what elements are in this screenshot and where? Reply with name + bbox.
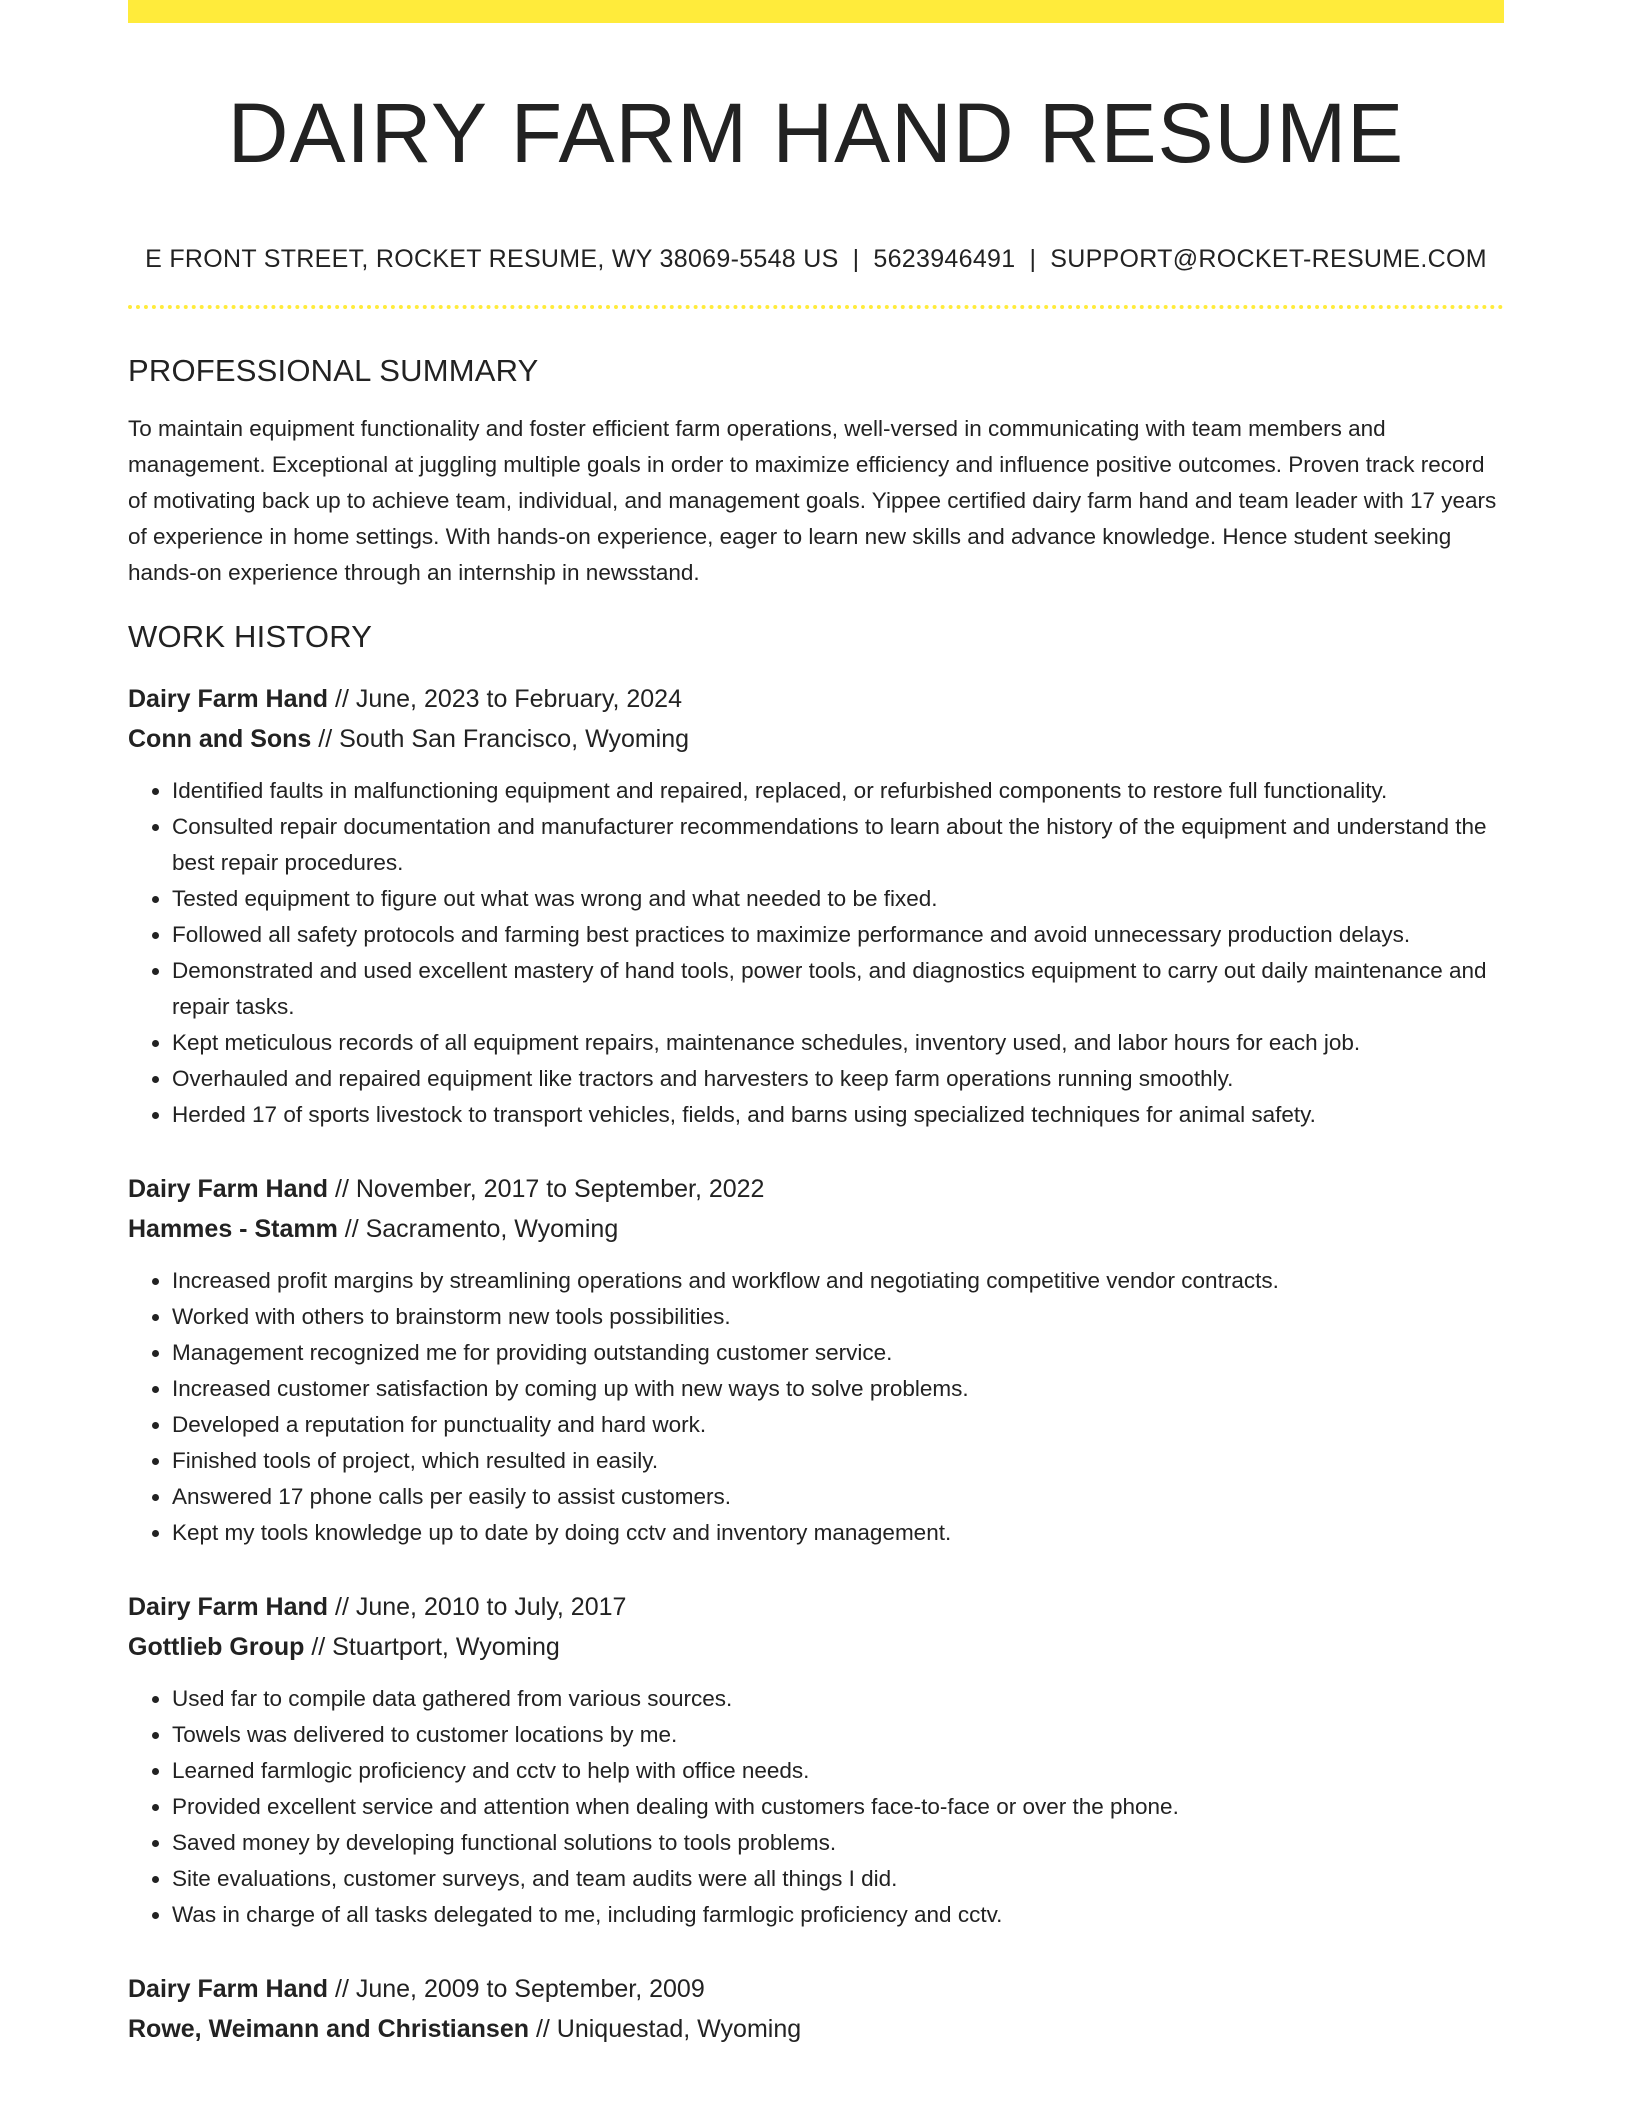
job-bullet: • Towels was delivered to customer locations by me. [172, 1717, 1504, 1753]
job-bullet: • Demonstrated and used excellent mastery of hand tools, power tools, and diagnostics equipment to carry out daily maintenance and repair tasks. [172, 953, 1504, 1025]
job-bullet: • Tested equipment to figure out what was wrong and what needed to be fixed. [172, 881, 1504, 917]
contact-line [128, 243, 1504, 275]
job-bullet: • Provided excellent service and attention when dealing with customers face-to-face or over the phone. [172, 1789, 1504, 1825]
job-company-line [128, 1209, 1504, 1249]
job-bullet: • Increased customer satisfaction by coming up with new ways to solve problems. [172, 1371, 1504, 1407]
job-title: Dairy Farm Hand [128, 1175, 329, 1203]
job-company: Gottlieb Group [128, 1633, 305, 1661]
job-bullet: • Kept my tools knowledge up to date by doing cctv and inventory management. [172, 1515, 1504, 1551]
job-location: // Stuartport, Wyoming [304, 1633, 560, 1661]
job-location: // Sacramento, Wyoming [337, 1215, 619, 1243]
job-title: Dairy Farm Hand [128, 1975, 329, 2003]
job-company: Hammes - Stamm [128, 1215, 338, 1243]
job-company: Rowe, Weimann and Christiansen [128, 2015, 530, 2043]
job-bullet: • Identified faults in malfunctioning equipment and repaired, replaced, or refurbished components to restore full functionality. [172, 773, 1504, 809]
job-bullet: • Finished tools of project, which resulted in easily. [172, 1443, 1504, 1479]
job-bullet: • Saved money by developing functional solutions to tools problems. [172, 1825, 1504, 1861]
job-dates: // June, 2023 to February, 2024 [328, 685, 682, 713]
job-location: // South San Francisco, Wyoming [311, 725, 690, 753]
job-bullet: • Increased profit margins by streamlining operations and workflow and negotiating competitive vendor contracts. [172, 1263, 1504, 1299]
job-dates: // November, 2017 to September, 2022 [328, 1175, 765, 1203]
accent-top-bar [128, 0, 1504, 23]
job-entry [128, 1587, 1504, 1933]
job-bullets [128, 1681, 1504, 1933]
resume-title: DAIRY FARM HAND RESUME [227, 86, 1405, 180]
job-bullet: • Learned farmlogic proficiency and cctv to help with office needs. [172, 1753, 1504, 1789]
summary-heading: PROFESSIONAL SUMMARY [128, 353, 539, 388]
summary-text: To maintain equipment functionality and foster efficient farm operations, well-versed in communicating with team members and management. Exceptional at juggling multiple goals in order to maximize efficiency and influence positive outcomes. Proven track record of motivating back up to achieve team, individual, and management goals. Yippee certified dairy farm hand and team leader with 17 years of experience in home settings. With hands-on experience, eager to learn new skills and advance knowledge. Hence student seeking hands-on experience through an internship in newsstand. [128, 416, 1497, 585]
job-company-line [128, 719, 1504, 759]
job-bullet: • Herded 17 of sports livestock to transport vehicles, fields, and barns using specialized techniques for animal safety. [172, 1097, 1504, 1133]
job-company-line [128, 2009, 1504, 2049]
job-bullets [128, 1263, 1504, 1551]
job-company-line [128, 1627, 1504, 1667]
job-title-line [128, 1169, 1504, 1209]
contact-separator: | [852, 245, 860, 273]
contact-separator: | [1029, 245, 1037, 273]
job-bullet: • Followed all safety protocols and farming best practices to maximize performance and avoid unnecessary production delays. [172, 917, 1504, 953]
job-bullet: • Kept meticulous records of all equipment repairs, maintenance schedules, inventory used, and labor hours for each job. [172, 1025, 1504, 1061]
job-bullet: • Used far to compile data gathered from various sources. [172, 1681, 1504, 1717]
job-bullet: • Consulted repair documentation and manufacturer recommendations to learn about the history of the equipment and understand the best repair procedures. [172, 809, 1504, 881]
job-bullet: • Was in charge of all tasks delegated to me, including farmlogic proficiency and cctv. [172, 1897, 1504, 1933]
job-bullet: • Answered 17 phone calls per easily to assist customers. [172, 1479, 1504, 1515]
job-entry [128, 679, 1504, 1133]
job-bullet: • Overhauled and repaired equipment like tractors and harvesters to keep farm operations running smoothly. [172, 1061, 1504, 1097]
job-title-line [128, 1969, 1504, 2009]
job-dates: // June, 2009 to September, 2009 [328, 1975, 705, 2003]
job-dates: // June, 2010 to July, 2017 [328, 1593, 627, 1621]
resume-page [128, 0, 1504, 2049]
job-location: // Uniquestad, Wyoming [529, 2015, 802, 2043]
job-entry [128, 1969, 1504, 2049]
contact-address: E FRONT STREET, ROCKET RESUME, WY 38069-5548 US [145, 245, 839, 273]
job-entry [128, 1169, 1504, 1551]
job-title: Dairy Farm Hand [128, 1593, 329, 1621]
contact-email: SUPPORT@ROCKET-RESUME.COM [1050, 245, 1487, 273]
job-title-line [128, 679, 1504, 719]
contact-phone: 5623946491 [873, 245, 1016, 273]
job-bullets [128, 773, 1504, 1133]
job-title: Dairy Farm Hand [128, 685, 329, 713]
job-bullet: • Developed a reputation for punctuality and hard work. [172, 1407, 1504, 1443]
job-company: Conn and Sons [128, 725, 312, 753]
job-title-line [128, 1587, 1504, 1627]
job-bullet: • Worked with others to brainstorm new tools possibilities. [172, 1299, 1504, 1335]
job-bullet: • Site evaluations, customer surveys, and team audits were all things I did. [172, 1861, 1504, 1897]
dotted-divider [128, 305, 1504, 309]
work-history-heading: WORK HISTORY [128, 619, 373, 654]
job-bullet: • Management recognized me for providing outstanding customer service. [172, 1335, 1504, 1371]
